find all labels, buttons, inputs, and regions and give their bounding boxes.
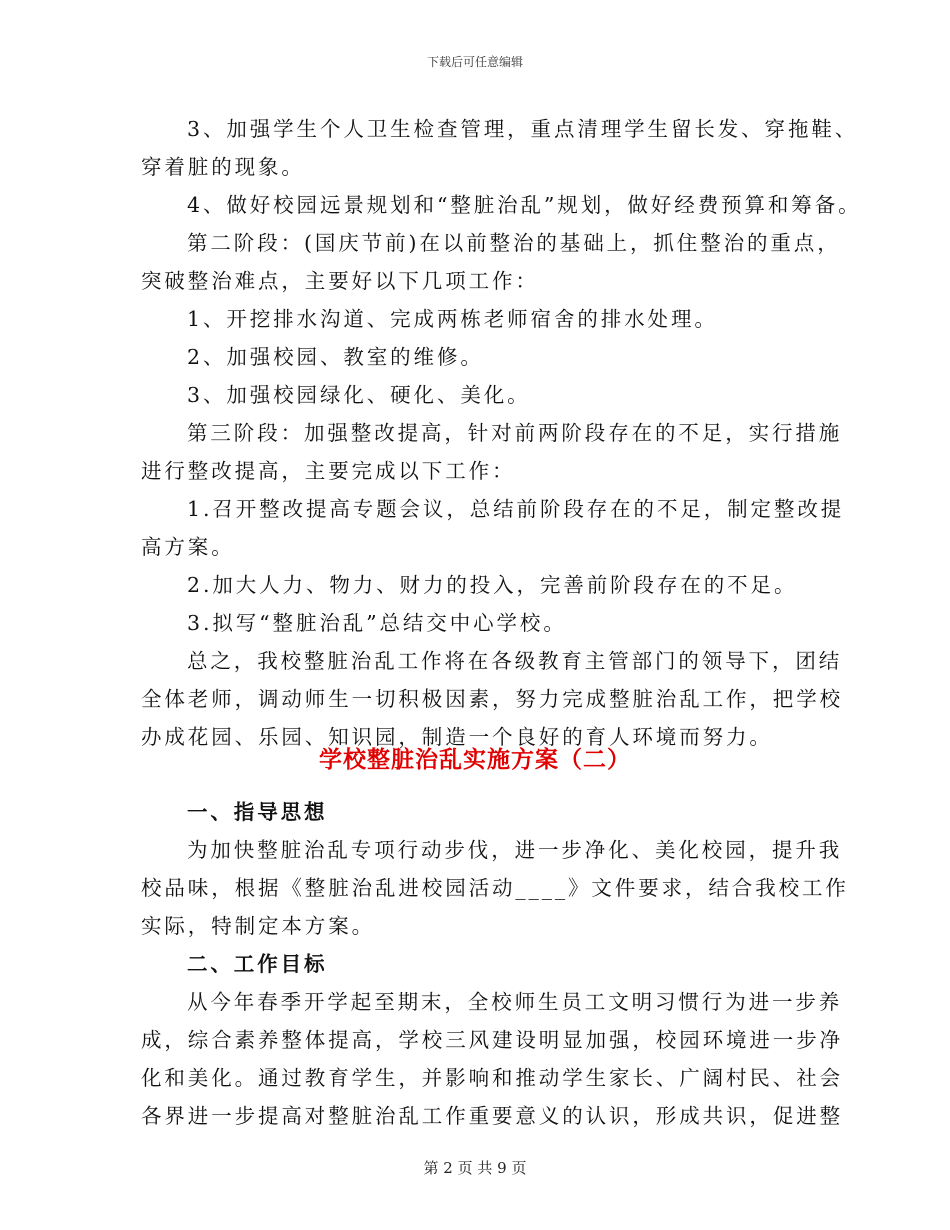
goals-paragraph-cont-1: 成，综合素养整体提高，学校三风建设明显加强，校园环境进一步净 xyxy=(141,1028,843,1052)
goals-paragraph-cont-3: 各界进一步提高对整脏治乱工作重要意义的认识，形成共识，促进整 xyxy=(141,1104,843,1128)
stage-three-item-3: 3.拟写“整脏治乱”总结交中心学校。 xyxy=(187,611,567,635)
goals-paragraph: 从今年春季开学起至期末，全校师生员工文明习惯行为进一步养 xyxy=(187,990,843,1014)
stage-two-item-2: 2、加强校园、教室的维修。 xyxy=(187,345,484,369)
guiding-paragraph-cont-1: 校品味，根据《整脏治乱进校园活动____》文件要求，结合我校工作 xyxy=(141,876,849,900)
item-4-planning: 4、做好校园远景规划和“整脏治乱”规划，做好经费预算和筹备。 xyxy=(187,193,862,217)
stage-three-item-1: 1.召开整改提高专题会议，总结前阶段存在的不足，制定整改提 xyxy=(187,497,845,521)
section-title: 学校整脏治乱实施方案（二） xyxy=(319,747,631,773)
heading-work-goals: 二、工作目标 xyxy=(187,952,328,976)
stage-two-paragraph: 第二阶段：(国庆节前)在以前整治的基础上，抓住整治的重点， xyxy=(187,231,841,255)
summary-paragraph: 总之，我校整脏治乱工作将在各级教育主管部门的领导下，团结 xyxy=(187,649,843,673)
stage-two-paragraph-cont: 突破整治难点，主要好以下几项工作： xyxy=(141,269,539,293)
goals-paragraph-cont-2: 化和美化。通过教育学生，并影响和推动学生家长、广阔村民、社会 xyxy=(141,1066,843,1090)
guiding-paragraph: 为加快整脏治乱专项行动步伐，进一步净化、美化校园，提升我 xyxy=(187,838,843,862)
summary-paragraph-cont-2: 办成花园、乐园、知识园，制造一个良好的育人环境而努力。 xyxy=(141,725,773,749)
stage-two-item-3: 3、加强校园绿化、硬化、美化。 xyxy=(187,383,531,407)
stage-three-paragraph-cont: 进行整改提高，主要完成以下工作： xyxy=(141,459,516,483)
summary-paragraph-cont-1: 全体老师，调动师生一切积极因素，努力完成整脏治乱工作，把学校 xyxy=(141,687,843,711)
stage-three-item-1-cont: 高方案。 xyxy=(141,535,235,559)
page-header: 下载后可任意编辑 xyxy=(426,55,523,69)
item-3-hygiene: 3、加强学生个人卫生检查管理，重点清理学生留长发、穿拖鞋、 xyxy=(187,117,859,141)
stage-three-item-2: 2.加大人力、物力、财力的投入，完善前阶段存在的不足。 xyxy=(187,573,798,597)
stage-two-item-1: 1、开挖排水沟道、完成两栋老师宿舍的排水处理。 xyxy=(187,307,718,331)
guiding-paragraph-cont-2: 实际，特制定本方案。 xyxy=(141,914,375,938)
page-footer: 第 2 页 共 9 页 xyxy=(423,1159,527,1177)
heading-guiding-ideology: 一、指导思想 xyxy=(187,800,328,824)
stage-three-paragraph: 第三阶段：加强整改提高，针对前两阶段存在的不足，实行措施 xyxy=(187,421,843,445)
item-3-hygiene-cont: 穿着脏的现象。 xyxy=(141,155,305,179)
